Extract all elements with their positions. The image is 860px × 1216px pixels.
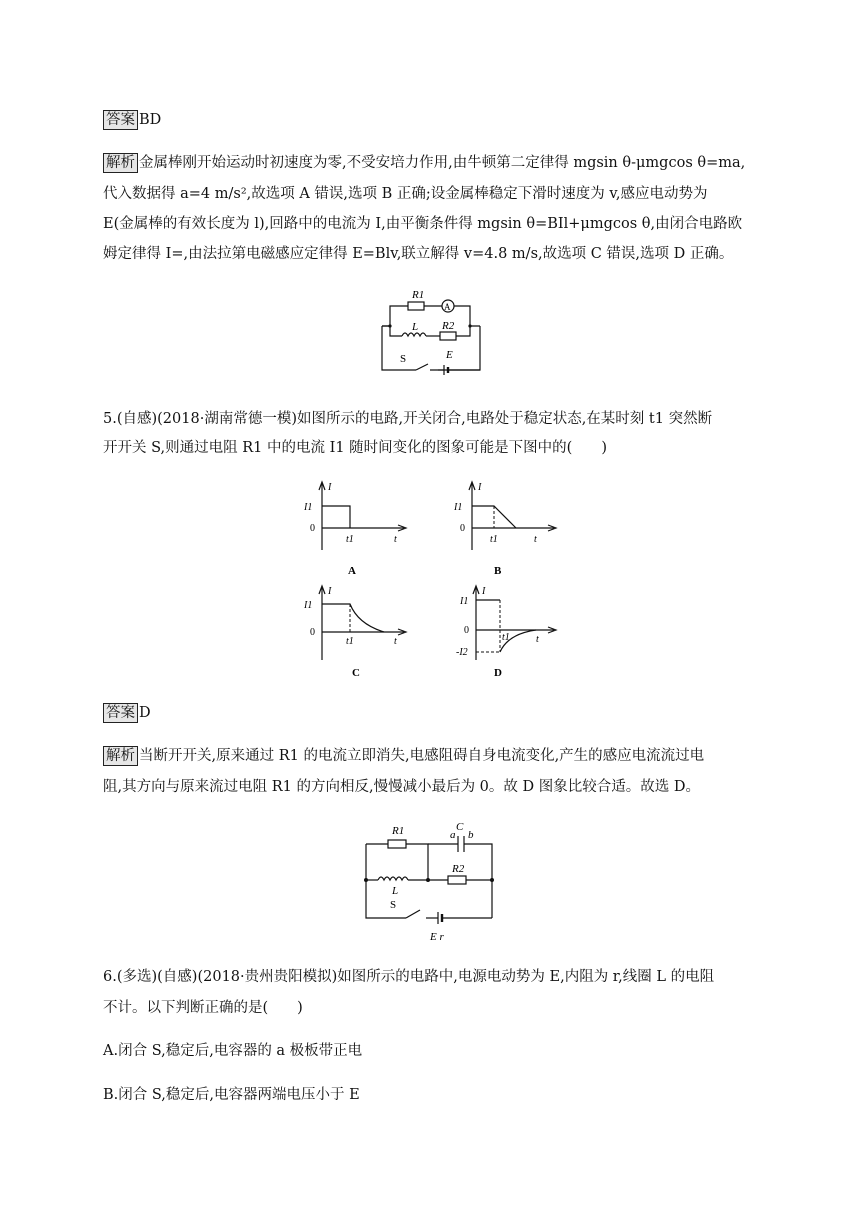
svg-text:I: I [328,482,332,493]
circuit-label-r1: R1 [412,289,425,301]
q6-option-b: B.闭合 S,稳定后,电容器两端电压小于 E [103,1087,360,1103]
circuit2-label-r1: R1 [392,825,405,837]
svg-text:I1: I1 [304,600,313,611]
circuit-label-ammeter: A [444,302,451,312]
svg-text:0: 0 [310,627,315,638]
q4-explanation-line-1: 解析 金属棒刚开始运动时初速度为零,不受安培力作用,由牛顿第二定律得 mgsin θ-μmgcos θ=ma, [103,153,745,173]
graph-c-label: C [352,667,360,679]
circuit2-label-l: L [392,885,399,897]
q6-option-a: A.闭合 S,稳定后,电容器的 a 极板带正电 [103,1043,363,1059]
svg-text:I: I [478,482,482,493]
svg-text:I1: I1 [460,596,469,607]
graph-option-b [450,478,560,578]
svg-text:t: t [394,534,397,545]
q5-explanation-line-2: 阻,其方向与原来流过电阻 R1 的方向相反,慢慢减小最后为 0。故 D 图象比较合适。故选 D。 [103,779,700,795]
q6-circuit-diagram [352,818,502,946]
q5-stem-line-1: 5.(自感)(2018·湖南常德一模)如图所示的电路,开关闭合,电路处于稳定状态,在某时刻 t1 突然断 [103,411,713,427]
circuit2-label-b: b [468,829,474,841]
svg-text:t: t [534,534,537,545]
graph-a-label: A [348,565,356,577]
graph-option-d [450,582,560,682]
q6-stem-line-1: 6.(多选)(自感)(2018·贵州贵阳模拟)如图所示的电路中,电源电动势为 E,内阻为 r,线圈 L 的电阻 [103,969,715,985]
svg-text:I1: I1 [454,502,463,513]
svg-text:t1: t1 [346,534,354,545]
circuit-label-l: L [412,321,419,333]
answer-tag: 答案 [103,703,138,723]
svg-text:0: 0 [464,625,469,636]
q6-stem-line-2: 不计。以下判断正确的是( ) [103,1000,303,1016]
graph-option-c [300,582,410,682]
svg-text:I: I [482,586,486,597]
svg-text:0: 0 [310,523,315,534]
circuit2-label-r2: R2 [452,863,465,875]
svg-text:t1: t1 [346,636,354,647]
circuit-label-s: S [400,353,407,365]
svg-text:t1: t1 [490,534,498,545]
svg-text:0: 0 [460,523,465,534]
svg-text:-I2: -I2 [456,647,468,658]
q4-answer: BD [139,112,162,128]
circuit2-label-a: a [450,829,456,841]
circuit-label-r2: R2 [442,320,455,332]
circuit2-label-s: S [390,899,397,911]
q5-answer-line [103,703,151,723]
q4-explanation-line-2: 代入数据得 a=4 m/s²,故选项 A 错误,选项 B 正确;设金属棒稳定下滑时速度为 v,感应电动势为 [103,186,708,202]
solution-tag: 解析 [103,746,138,766]
answer-tag: 答案 [103,110,138,130]
solution-tag: 解析 [103,153,138,173]
svg-text:I1: I1 [304,502,313,513]
graph-b-label: B [494,565,502,577]
q4-circuit-diagram [376,286,486,382]
circuit2-label-c: C [456,821,464,833]
svg-text:t: t [394,636,397,647]
q4-explanation-line-3: E(金属棒的有效长度为 l),回路中的电流为 I,由平衡条件得 mgsin θ=BIl+μmgcos θ,由闭合电路欧 [103,216,743,232]
q5-explanation-line-1: 解析 当断开开关,原来通过 R1 的电流立即消失,电感阻碍自身电流变化,产生的感应电流流过电 [103,746,704,766]
graph-d-label: D [494,667,502,679]
circuit2-label-er: E r [430,931,444,943]
svg-text:t1: t1 [502,632,510,643]
q4-answer-line [103,110,161,130]
graph-option-a [300,478,410,578]
q4-explanation-line-4: 姆定律得 I=,由法拉第电磁感应定律得 E=Blv,联立解得 v=4.8 m/s,故选项 C 错误,选项 D 正确。 [103,246,734,262]
q5-answer: D [139,705,151,721]
circuit-label-e: E [446,349,453,361]
q5-stem-line-2: 开开关 S,则通过电阻 R1 中的电流 I1 随时间变化的图象可能是下图中的( ) [103,440,607,456]
svg-text:I: I [328,586,332,597]
svg-text:t: t [536,634,539,645]
